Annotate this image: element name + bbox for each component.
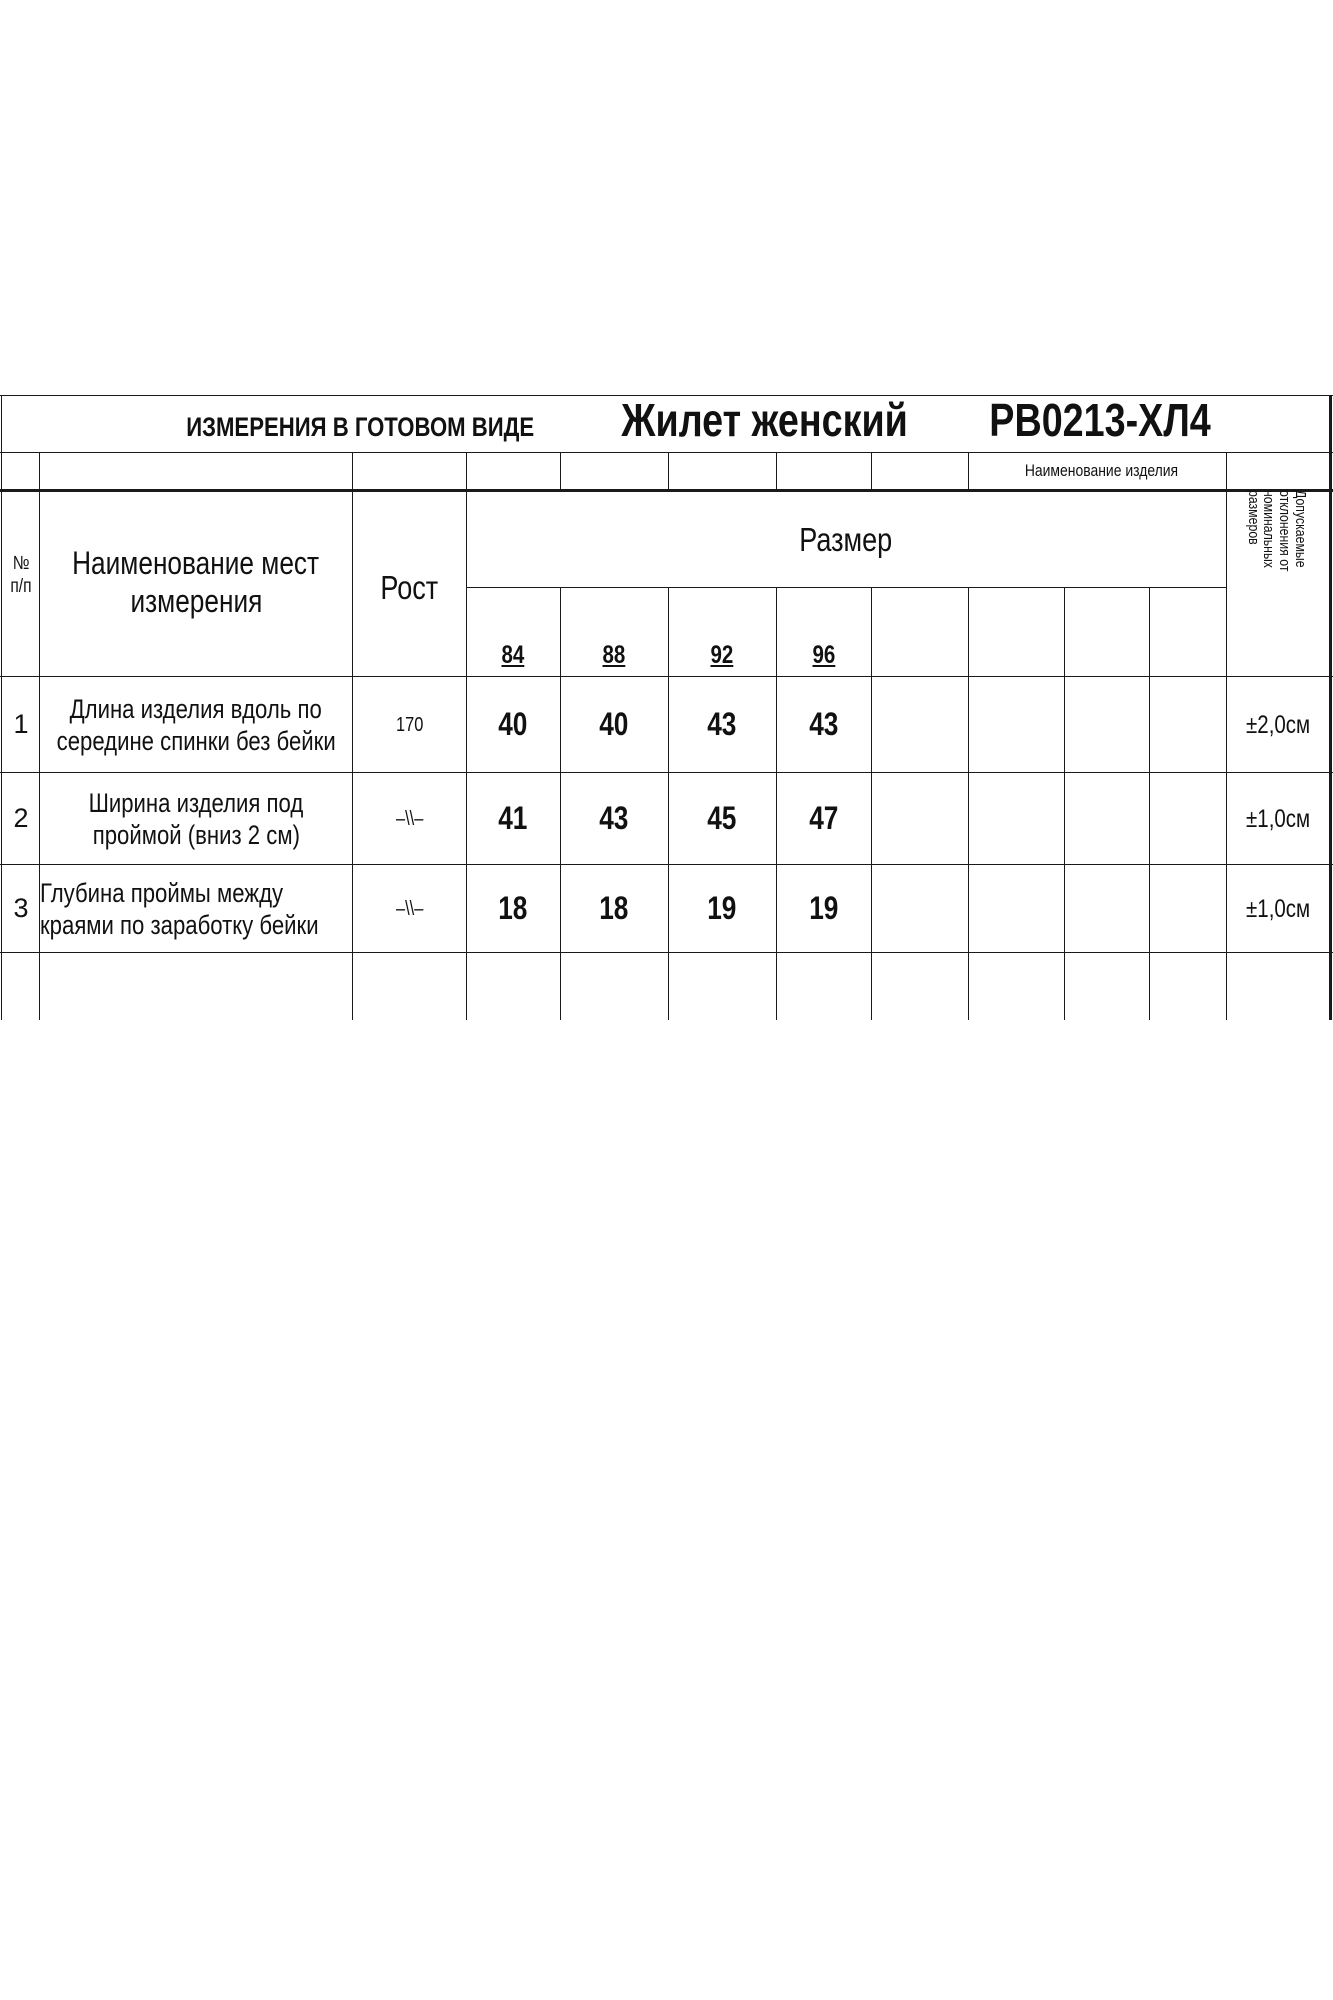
row-2-tolerance: ±1,0см (1245, 804, 1311, 833)
row-3-no: 3 (13, 893, 29, 924)
row-1-height: 170 (395, 713, 424, 736)
row-2-value: 45 (707, 800, 737, 837)
row-3-value: 19 (707, 890, 737, 927)
row-1-value: 43 (707, 706, 737, 743)
col-header-size (466, 515, 1226, 565)
row-2-value: 41 (498, 800, 528, 837)
row-1-tolerance: ±2,0см (1245, 710, 1311, 739)
row-3-value: 18 (599, 890, 629, 927)
row-3-name-line1: Глубина проймы между (40, 877, 284, 908)
product-name (600, 395, 930, 447)
col-header-size-text: Размер (799, 521, 893, 559)
col-header-measure-line1: Наименование мест (72, 544, 320, 581)
row-divider (0, 452, 1333, 453)
row-1-name-line1: Длина изделия вдоль по (69, 693, 323, 724)
row-1-name (40, 682, 352, 768)
size-label-96: 96 (812, 641, 835, 669)
col-header-tolerance-line3: номинальных (1260, 490, 1278, 568)
row-1-no: 1 (13, 709, 29, 740)
product-label-text: Наименование изделия (1024, 460, 1178, 480)
row-1-value: 43 (808, 706, 839, 743)
row-3-name-line2: краями по заработку бейки (40, 910, 319, 940)
col-header-no-line1: № (12, 553, 30, 575)
column-divider (968, 452, 969, 489)
row-2-name (40, 776, 352, 862)
col-header-tolerance-line1: Допускаемые (1292, 490, 1309, 568)
row-2-name-line2: проймой (вниз 2 см) (92, 820, 300, 850)
caption (120, 402, 600, 452)
row-3-tolerance: ±1,0см (1245, 894, 1311, 923)
size-label-88: 88 (602, 641, 626, 669)
row-divider (0, 952, 1333, 953)
row-2-value: 43 (599, 800, 629, 837)
column-divider (1064, 587, 1065, 1020)
row-2-value: 47 (808, 800, 839, 837)
row-3-name (40, 866, 352, 952)
row-1-name-line2: середине спинки без бейки (56, 726, 336, 756)
size-subheader-rule (466, 587, 1226, 588)
size-label-84: 84 (501, 641, 525, 669)
col-header-tolerance-line2: отклонения от (1276, 490, 1294, 572)
product-label (976, 455, 1226, 487)
header-top-rule (0, 489, 1333, 492)
col-header-tolerance-line4: размеров (1244, 490, 1262, 545)
product-name-text: Жилет женский (621, 394, 909, 447)
column-divider (871, 587, 872, 1020)
column-divider (1149, 587, 1150, 1020)
row-2-no: 2 (13, 803, 29, 834)
column-divider (776, 452, 777, 489)
row-3-value: 19 (808, 890, 839, 927)
row-1-value: 40 (599, 706, 629, 743)
row-2-name-line1: Ширина изделия под (88, 787, 304, 818)
table-border-right (1329, 395, 1332, 1020)
size-label-92: 92 (710, 641, 734, 669)
col-header-no-line2: п/п (10, 576, 32, 597)
row-3-value: 18 (498, 890, 528, 927)
column-divider (668, 452, 669, 489)
row-2-height: –\\– (395, 807, 424, 830)
col-header-height (353, 560, 466, 615)
article-code-text: РВ0213-ХЛ4 (989, 394, 1211, 447)
col-header-measure (40, 535, 352, 629)
col-header-no (2, 545, 40, 607)
article-code (930, 395, 1270, 447)
row-3-height: –\\– (395, 897, 424, 920)
row-1-value: 40 (498, 706, 528, 743)
col-header-height-text: Рост (380, 568, 439, 606)
column-divider (871, 452, 872, 489)
column-divider (560, 452, 561, 489)
column-divider (968, 587, 969, 1020)
caption-text: ИЗМЕРЕНИЯ В ГОТОВОМ ВИДЕ (185, 411, 535, 442)
col-header-tolerance (1227, 490, 1329, 676)
col-header-measure-line2: измерения (130, 583, 262, 619)
